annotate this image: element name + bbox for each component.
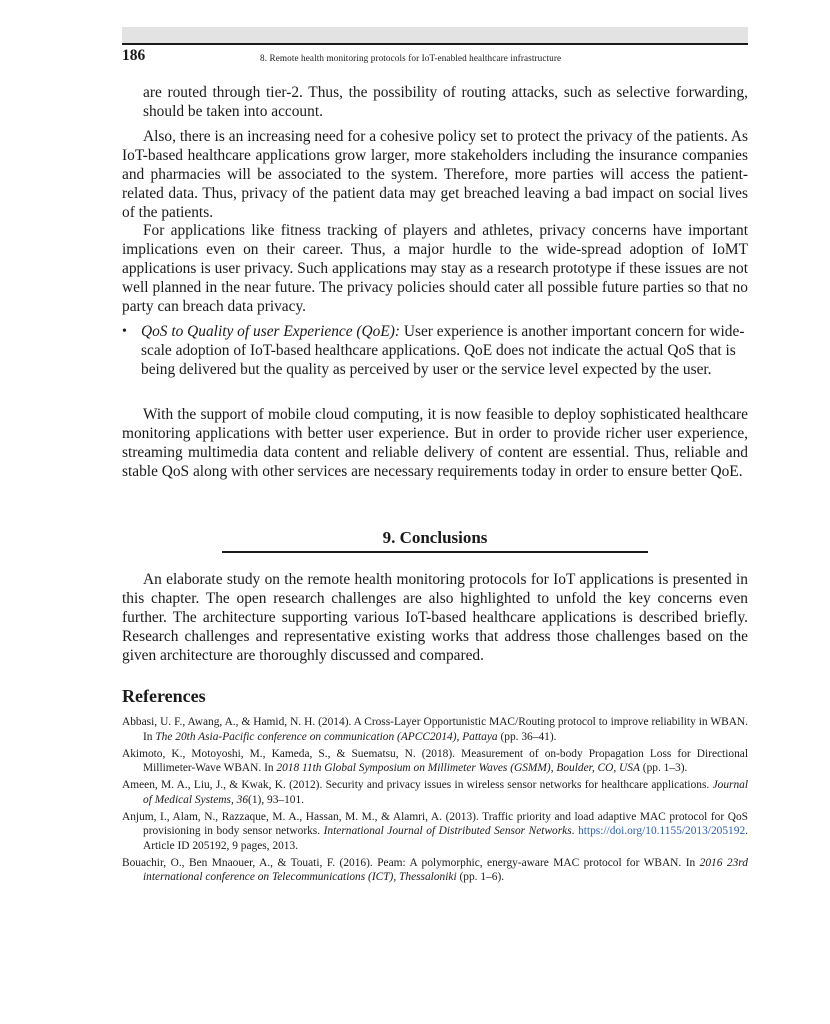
paragraph-mobile-cloud: With the support of mobile cloud computing, it is now feasible to deploy sophisticated healthcare monitoring applications with better user experience. But in order to provide richer user experience, streaming multimedia data content and reliable delivery of content are essential. Thus, reliable and stable QoS along with other services are necessary requirements today in order to ensure better QoE. (122, 406, 748, 480)
reference-authors: Anjum, I., Alam, N., Razzaque, M. A., Hassan, M. M., & Alamri, A. (2013). Traffic priority and load adaptive MAC protocol for QoS provisioning in body sensor networks. (122, 810, 748, 838)
reference-authors: Abbasi, U. F., Awang, A., & Hamid, N. H. (2014). A Cross-Layer Opportunistic MAC/Routing protocol to improve reliability in WBAN. In (122, 716, 748, 743)
reference-tail: (pp. 36–41). (497, 730, 557, 743)
paragraph-privacy-policy: Also, there is an increasing need for a cohesive policy set to protect the privacy of the patients. As IoT-based healthcare applications grow larger, more stakeholders including the insurance companies and pharmacies will be associated to the system. Therefore, more parties will access the patient-related data. Thus, privacy of the patient data may get breached leaving a bad impact on social lives of the patients. (122, 128, 748, 221)
bullet-term: QoS to Quality of user Experience (QoE): (141, 323, 401, 340)
page-number: 186 (122, 47, 146, 64)
bullet-body (141, 322, 748, 379)
section-rule (222, 551, 648, 553)
paragraph-continuation: are routed through tier-2. Thus, the possibility of routing attacks, such as selective forwarding, should be taken into account. (143, 84, 748, 120)
bullet-qoe (122, 322, 748, 379)
header-rule (122, 43, 748, 45)
reference-item (122, 856, 748, 885)
bullet-text: User experience is another important concern for wide-scale adoption of IoT-based healthcare applications. QoE does not indicate the actual QoS that is being delivered but the quality as perceived by user or the service level expected by the user. (141, 323, 745, 378)
reference-tail: (1), 93–101. (248, 793, 305, 806)
reference-venue: Journal of Medical Systems, 36 (143, 779, 748, 806)
reference-tail-pre: . (571, 825, 579, 838)
reference-authors: Ameen, M. A., Liu, J., & Kwak, K. (2012). Security and privacy issues in wireless sensor networks for healthcare applications. (122, 779, 713, 792)
reference-item (122, 747, 748, 776)
reference-venue: International Journal of Distributed Sensor Networks (323, 825, 572, 838)
header-bar (122, 27, 748, 43)
paragraph-fitness: For applications like fitness tracking of players and athletes, privacy concerns have important implications even on their career. Thus, a major hurdle to the wide-spread adoption of IoMT applications is user privacy. Such applications may stay as a research prototype if these issues are not well planned in the near future. The privacy policies should cater all possible future parties so that no party can breach data privacy. (122, 222, 748, 315)
section-heading-conclusions: 9. Conclusions (382, 528, 488, 547)
reference-item (122, 715, 748, 744)
bullet-marker: • (122, 324, 127, 339)
reference-venue: The 20th Asia-Pacific conference on communication (APCC2014), Pattaya (155, 730, 498, 743)
reference-authors: Akimoto, K., Motoyoshi, M., Kameda, S., & Suematsu, N. (2018). Measurement of on-body Propagation Loss for Directional Millimeter-Wave WBAN. In (122, 747, 748, 775)
reference-tail: (pp. 1–6). (456, 871, 505, 884)
paragraph-conclusions: An elaborate study on the remote health monitoring protocols for IoT applications is presented in this chapter. The open research challenges are also highlighted to unfold the key concerns even further. The architecture supporting various IoT-based healthcare applications is described briefly. Research challenges and representative existing works that address those challenges based on the given architecture are thoroughly discussed and compared. (122, 571, 748, 664)
reference-venue: 2016 23rd international conference on Telecommunications (ICT), Thessaloniki (143, 856, 748, 884)
reference-item (122, 778, 748, 807)
reference-authors: Bouachir, O., Ben Mnaouer, A., & Touati, F. (2016). Peam: A polymorphic, energy-aware MAC protocol for WBAN. In (122, 856, 700, 869)
running-title: 8. Remote health monitoring protocols for IoT-enabled healthcare infrastructure (260, 53, 562, 63)
references-heading: References (122, 686, 206, 706)
reference-item (122, 810, 748, 854)
reference-doi-link[interactable]: https://doi.org/10.1155/2013/205192 (578, 825, 746, 838)
reference-tail: (pp. 1–3). (639, 762, 688, 775)
reference-tail: . Article ID 205192, 9 pages, 2013. (143, 825, 748, 852)
reference-venue: 2018 11th Global Symposium on Millimeter Waves (GSMM), Boulder, CO, USA (276, 762, 640, 775)
reference-list (122, 715, 748, 887)
